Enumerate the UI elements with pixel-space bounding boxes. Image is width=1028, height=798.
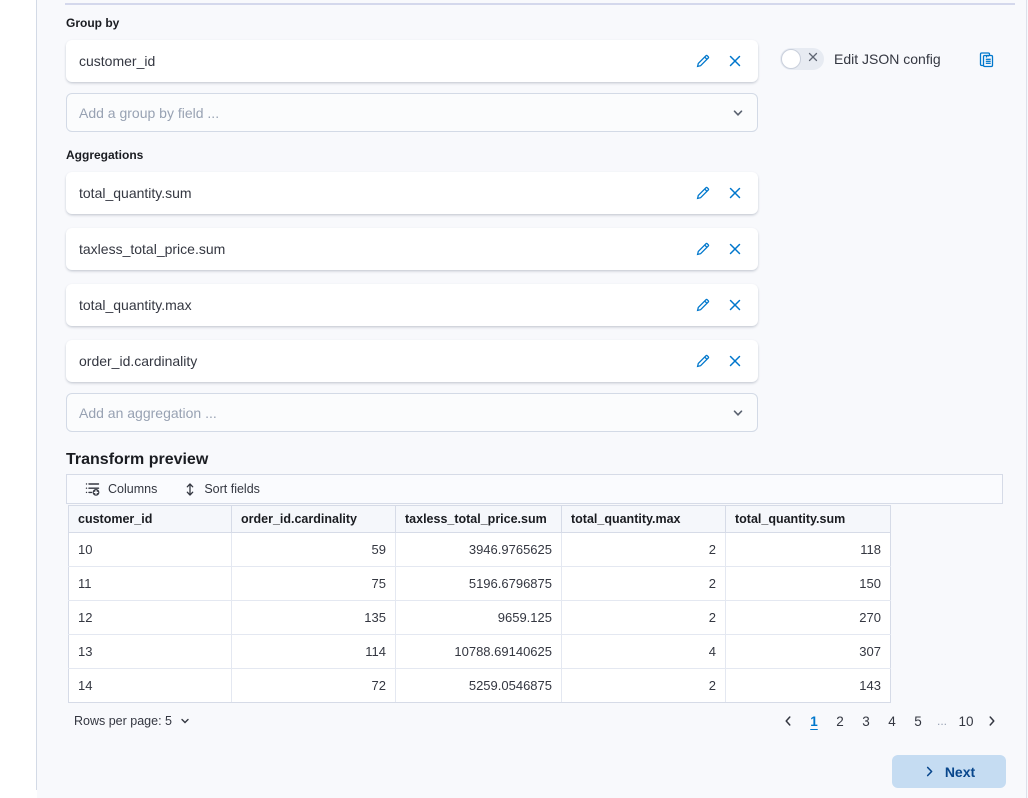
- sort-fields-button-label: Sort fields: [204, 482, 260, 496]
- cell-taxless-total-price-sum: 9659.125: [396, 601, 562, 635]
- pencil-edit-icon: [695, 353, 711, 369]
- edit-json-config-toggle[interactable]: [780, 48, 824, 70]
- aggregation-item-label: total_quantity.max: [79, 297, 192, 313]
- column-header[interactable]: customer_id: [69, 506, 232, 533]
- edit-json-config-label: Edit JSON config: [834, 51, 941, 67]
- cell-total-quantity-max: 2: [562, 601, 726, 635]
- pencil-edit-icon: [695, 297, 711, 313]
- page-button-5[interactable]: 5: [907, 709, 929, 733]
- table-row: [69, 669, 891, 703]
- chevron-down-icon: [179, 715, 191, 727]
- cell-total-quantity-sum: 270: [726, 601, 891, 635]
- next-page-button[interactable]: [981, 709, 1003, 733]
- table-row: [69, 567, 891, 601]
- cell-customer-id: 14: [69, 669, 232, 703]
- transform-preview-table: [68, 505, 891, 703]
- cell-order-id-cardinality: 59: [232, 533, 396, 567]
- chevron-right-icon: [985, 714, 999, 728]
- delete-x-icon: [728, 54, 742, 68]
- column-header[interactable]: total_quantity.max: [562, 506, 726, 533]
- chevron-right-icon: [923, 765, 936, 778]
- next-step-button-label: Next: [944, 763, 976, 780]
- aggregation-item: [66, 172, 758, 214]
- delete-aggregation-button[interactable]: [726, 184, 744, 202]
- preview-grid-toolbar: [66, 474, 1003, 504]
- copy-config-button[interactable]: [977, 49, 997, 69]
- pencil-edit-icon: [695, 185, 711, 201]
- delete-aggregation-button[interactable]: [726, 296, 744, 314]
- edit-aggregation-button[interactable]: [694, 184, 712, 202]
- cell-total-quantity-max: 2: [562, 669, 726, 703]
- toggle-off-x-icon: [807, 51, 819, 63]
- page-button-1[interactable]: 1: [803, 709, 825, 733]
- delete-x-icon: [728, 354, 742, 368]
- table-header-row: [69, 506, 891, 533]
- edit-aggregation-button[interactable]: [694, 240, 712, 258]
- column-header[interactable]: taxless_total_price.sum: [396, 506, 562, 533]
- table-row: [69, 601, 891, 635]
- aggregation-item: [66, 228, 758, 270]
- rows-per-page-label: Rows per page: 5: [74, 714, 172, 728]
- list-add-icon: [85, 481, 101, 497]
- chevron-down-icon: [731, 406, 745, 420]
- delete-group-by-button[interactable]: [726, 52, 744, 70]
- sort-up-down-icon: [183, 482, 197, 497]
- group-by-item-customer-id: [66, 40, 758, 82]
- cell-order-id-cardinality: 135: [232, 601, 396, 635]
- add-group-by-placeholder: Add a group by field ...: [79, 104, 220, 121]
- column-header[interactable]: order_id.cardinality: [232, 506, 396, 533]
- rows-per-page-button[interactable]: [68, 712, 197, 730]
- delete-x-icon: [728, 298, 742, 312]
- group-by-label: Group by: [66, 16, 120, 30]
- aggregation-item: [66, 284, 758, 326]
- delete-x-icon: [728, 242, 742, 256]
- left-vertical-divider: [36, 0, 37, 790]
- cell-total-quantity-sum: 150: [726, 567, 891, 601]
- columns-button[interactable]: [75, 477, 167, 501]
- aggregation-item: [66, 340, 758, 382]
- page-button-10[interactable]: 10: [955, 709, 977, 733]
- pagination: [777, 709, 1003, 733]
- cell-customer-id: 11: [69, 567, 232, 601]
- cell-customer-id: 10: [69, 533, 232, 567]
- pagination-ellipsis: ...: [936, 714, 947, 728]
- aggregation-item-label: taxless_total_price.sum: [79, 241, 226, 257]
- cell-taxless-total-price-sum: 5196.6796875: [396, 567, 562, 601]
- pencil-edit-icon: [695, 53, 711, 69]
- delete-x-icon: [728, 186, 742, 200]
- cell-customer-id: 12: [69, 601, 232, 635]
- delete-aggregation-button[interactable]: [726, 240, 744, 258]
- table-row: [69, 533, 891, 567]
- aggregation-item-label: total_quantity.sum: [79, 185, 192, 201]
- edit-aggregation-button[interactable]: [694, 296, 712, 314]
- edit-aggregation-button[interactable]: [694, 352, 712, 370]
- cell-total-quantity-max: 2: [562, 533, 726, 567]
- clipboard-copy-icon: [977, 50, 996, 69]
- pencil-edit-icon: [695, 241, 711, 257]
- table-row: [69, 635, 891, 669]
- sort-fields-button[interactable]: [173, 478, 270, 501]
- cell-total-quantity-sum: 307: [726, 635, 891, 669]
- toggle-knob: [781, 49, 801, 69]
- cell-taxless-total-price-sum: 10788.69140625: [396, 635, 562, 669]
- cell-order-id-cardinality: 114: [232, 635, 396, 669]
- aggregation-item-label: order_id.cardinality: [79, 353, 198, 369]
- cell-customer-id: 13: [69, 635, 232, 669]
- page-button-4[interactable]: 4: [881, 709, 903, 733]
- right-vertical-divider: [1026, 0, 1027, 798]
- add-aggregation-placeholder: Add an aggregation ...: [79, 404, 217, 421]
- add-aggregation-select[interactable]: [66, 393, 758, 432]
- page-button-3[interactable]: 3: [855, 709, 877, 733]
- cell-total-quantity-max: 2: [562, 567, 726, 601]
- transform-preview-title: Transform preview: [66, 451, 209, 468]
- cell-order-id-cardinality: 72: [232, 669, 396, 703]
- group-by-item-label: customer_id: [79, 53, 156, 69]
- cell-total-quantity-max: 4: [562, 635, 726, 669]
- page-button-2[interactable]: 2: [829, 709, 851, 733]
- edit-group-by-button[interactable]: [694, 52, 712, 70]
- previous-page-button[interactable]: [777, 709, 799, 733]
- cell-taxless-total-price-sum: 5259.0546875: [396, 669, 562, 703]
- column-header[interactable]: total_quantity.sum: [726, 506, 891, 533]
- columns-button-label: Columns: [108, 482, 158, 496]
- next-step-button[interactable]: [892, 755, 1006, 788]
- cell-order-id-cardinality: 75: [232, 567, 396, 601]
- chevron-down-icon: [731, 106, 745, 120]
- chevron-left-icon: [781, 714, 795, 728]
- top-horizontal-divider: [65, 3, 1015, 5]
- aggregations-label: Aggregations: [66, 148, 144, 162]
- cell-total-quantity-sum: 143: [726, 669, 891, 703]
- add-group-by-select[interactable]: [66, 93, 758, 132]
- delete-aggregation-button[interactable]: [726, 352, 744, 370]
- cell-total-quantity-sum: 118: [726, 533, 891, 567]
- cell-taxless-total-price-sum: 3946.9765625: [396, 533, 562, 567]
